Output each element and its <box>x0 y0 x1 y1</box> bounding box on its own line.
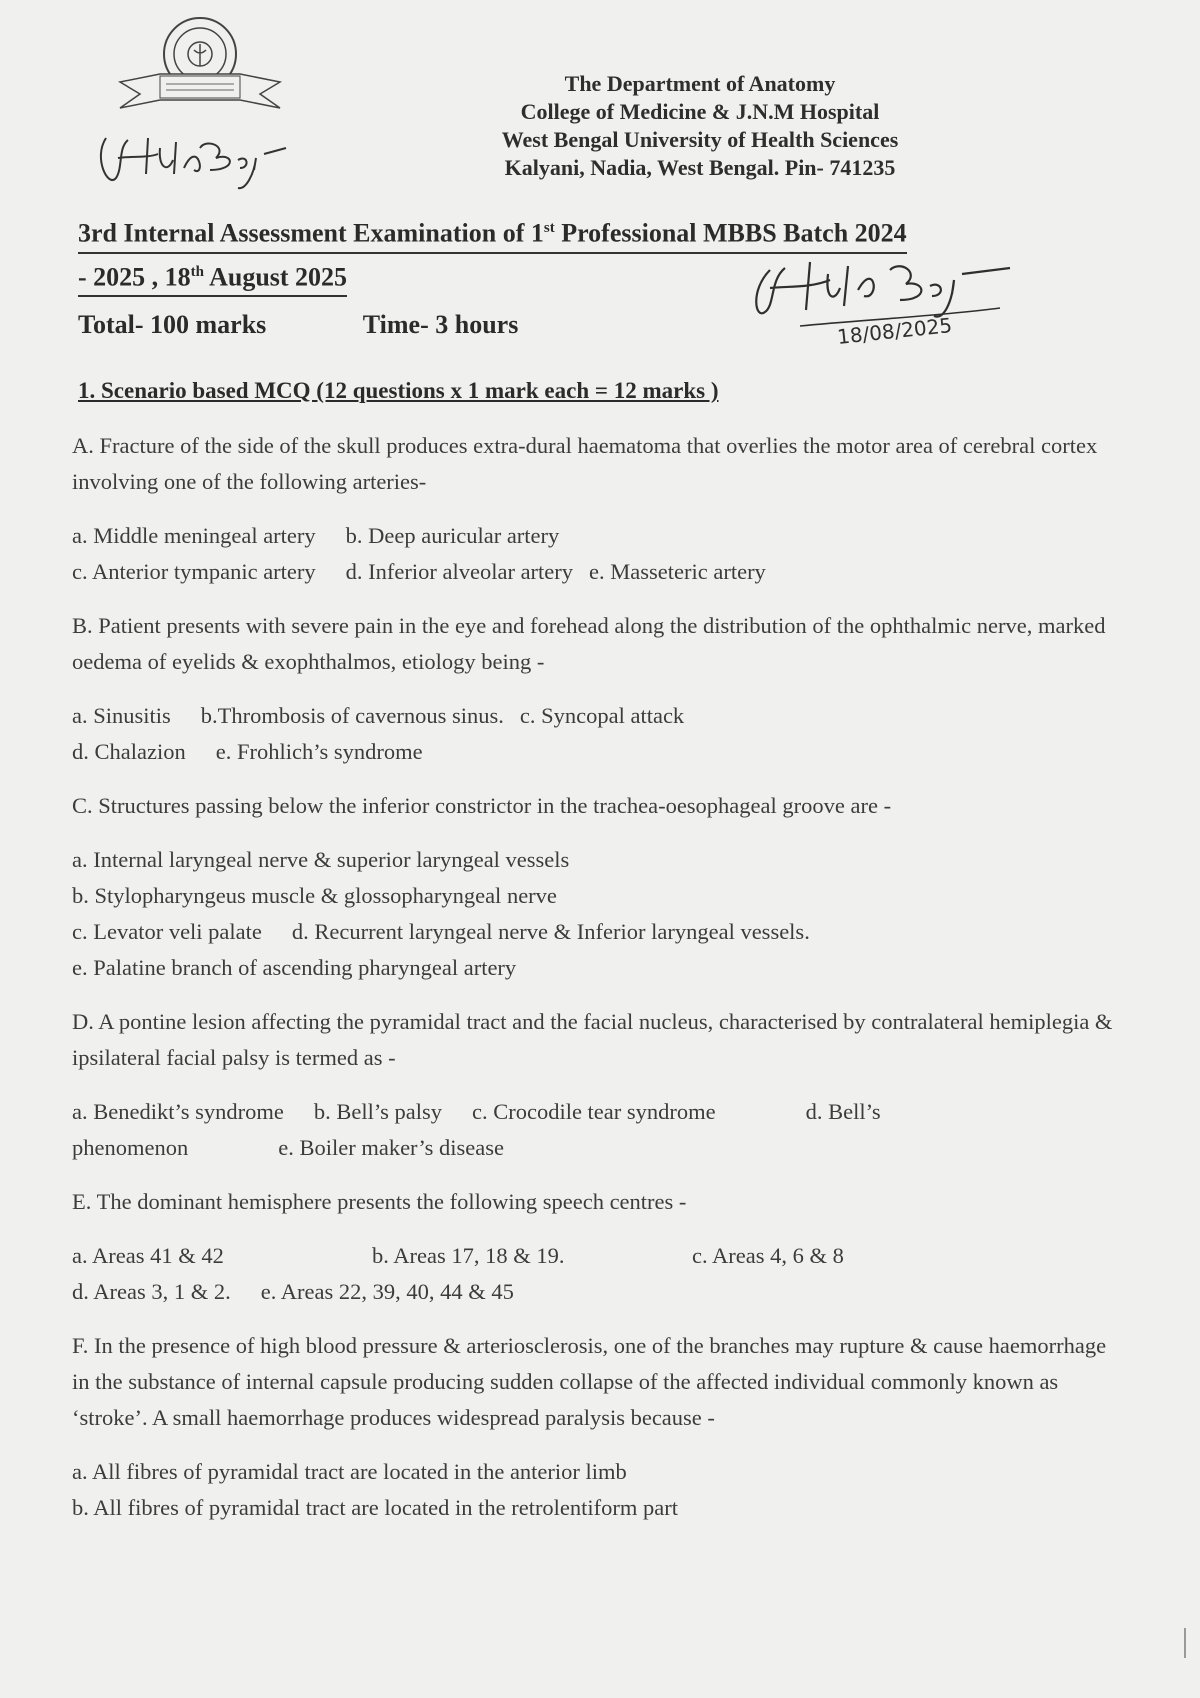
exam-title-line-2: - 2025 , 18th August 2025 <box>78 254 347 298</box>
question-f <box>72 1328 1122 1526</box>
option-row <box>72 554 1122 590</box>
question-text: C. Structures passing below the inferior constrictor in the trachea-oesophageal groove are - <box>72 793 892 818</box>
option: c. Crocodile tear syndrome <box>471 1099 716 1124</box>
department-line: The Department of Anatomy <box>564 71 836 96</box>
option-continuation: phenomenon <box>72 1135 189 1160</box>
department-address <box>420 70 980 182</box>
option-row <box>72 1274 1122 1310</box>
option-row <box>72 698 1122 734</box>
option: d. Inferior alveolar artery <box>345 559 574 584</box>
option-row <box>72 842 1122 878</box>
option: e. Boiler maker’s disease <box>278 1135 504 1160</box>
signature-top-left <box>88 118 288 198</box>
question-text: B. Patient presents with severe pain in the eye and forehead along the distribution of the ophthalmic nerve, marked oedema of eyelids & exophthalmos, etiology being - <box>72 613 1106 674</box>
exam-meta <box>78 310 518 340</box>
option-row <box>72 1130 1122 1166</box>
option: a. Internal laryngeal nerve & superior laryngeal vessels <box>72 847 570 872</box>
page-edge-mark <box>1184 1628 1186 1658</box>
option: d. Bell’s <box>805 1099 881 1124</box>
college-line: College of Medicine & J.N.M Hospital <box>520 99 880 124</box>
question-a <box>72 428 1122 590</box>
question-d <box>72 1004 1122 1166</box>
option-row <box>72 914 1122 950</box>
question-c <box>72 788 1122 986</box>
address-line: Kalyani, Nadia, West Bengal. Pin- 741235 <box>504 155 896 180</box>
option: d. Recurrent laryngeal nerve & Inferior laryngeal vessels. <box>291 919 810 944</box>
option: d. Areas 3, 1 & 2. <box>72 1279 231 1304</box>
exam-time: Time- 3 hours <box>362 310 519 339</box>
option: c. Levator veli palate <box>72 919 262 944</box>
question-text: A. Fracture of the side of the skull produces extra-dural haematoma that overlies the motor area of cerebral cortex involving one of the following arteries- <box>72 433 1098 494</box>
college-seal-icon <box>100 12 300 122</box>
option-row <box>72 734 1122 770</box>
option: a. All fibres of pyramidal tract are located in the anterior limb <box>72 1459 627 1484</box>
option-row <box>72 1454 1122 1490</box>
question-text: E. The dominant hemisphere presents the following speech centres - <box>72 1189 687 1214</box>
option: b.Thrombosis of cavernous sinus. <box>200 703 504 728</box>
option: a. Middle meningeal artery <box>72 523 316 548</box>
option-row <box>72 878 1122 914</box>
option-row <box>72 1094 1122 1130</box>
option: b. All fibres of pyramidal tract are located in the retrolentiform part <box>72 1495 679 1520</box>
option: e. Palatine branch of ascending pharyngeal artery <box>72 955 517 980</box>
question-text: F. In the presence of high blood pressure & arteriosclerosis, one of the branches may rupture & cause haemorrhage in the substance of internal capsule producing sudden collapse of the affected individual commonly known as ‘stroke’. A small haemorrhage produces widespread paralysis because - <box>72 1333 1107 1430</box>
option: e. Areas 22, 39, 40, 44 & 45 <box>260 1279 514 1304</box>
option: c. Areas 4, 6 & 8 <box>692 1243 844 1268</box>
option-row <box>72 1490 1122 1526</box>
option: d. Chalazion <box>72 739 186 764</box>
question-text: D. A pontine lesion affecting the pyramidal tract and the facial nucleus, characterised by contralateral hemiplegia & ipsilateral facial palsy is termed as - <box>72 1009 1113 1070</box>
option-row <box>72 950 1122 986</box>
signature-with-date <box>740 250 1020 360</box>
question-list <box>72 428 1122 1544</box>
option: e. Masseteric artery <box>589 559 766 584</box>
section-1-heading: 1. Scenario based MCQ (12 questions x 1 mark each = 12 marks ) <box>78 378 719 403</box>
option: a. Areas 41 & 42 <box>72 1243 224 1268</box>
total-marks: Total- 100 marks <box>78 310 267 339</box>
option: c. Syncopal attack <box>519 703 685 728</box>
option: a. Sinusitis <box>72 703 171 728</box>
option-row <box>72 518 1122 554</box>
signature-date: 18/08/2025 <box>836 313 954 349</box>
question-b <box>72 608 1122 770</box>
option: b. Bell’s palsy <box>313 1099 442 1124</box>
option-row <box>72 1238 1122 1274</box>
option: b. Areas 17, 18 & 19. <box>372 1243 565 1268</box>
university-line: West Bengal University of Health Sciences <box>501 127 899 152</box>
option: a. Benedikt’s syndrome <box>72 1099 284 1124</box>
option: b. Stylopharyngeus muscle & glossopharyngeal nerve <box>72 883 557 908</box>
question-e <box>72 1184 1122 1310</box>
option: b. Deep auricular artery <box>345 523 560 548</box>
option: c. Anterior tympanic artery <box>72 559 316 584</box>
option: e. Frohlich’s syndrome <box>215 739 423 764</box>
exam-title-line-1: 3rd Internal Assessment Examination of 1st Professional MBBS Batch 2024 <box>78 210 907 254</box>
